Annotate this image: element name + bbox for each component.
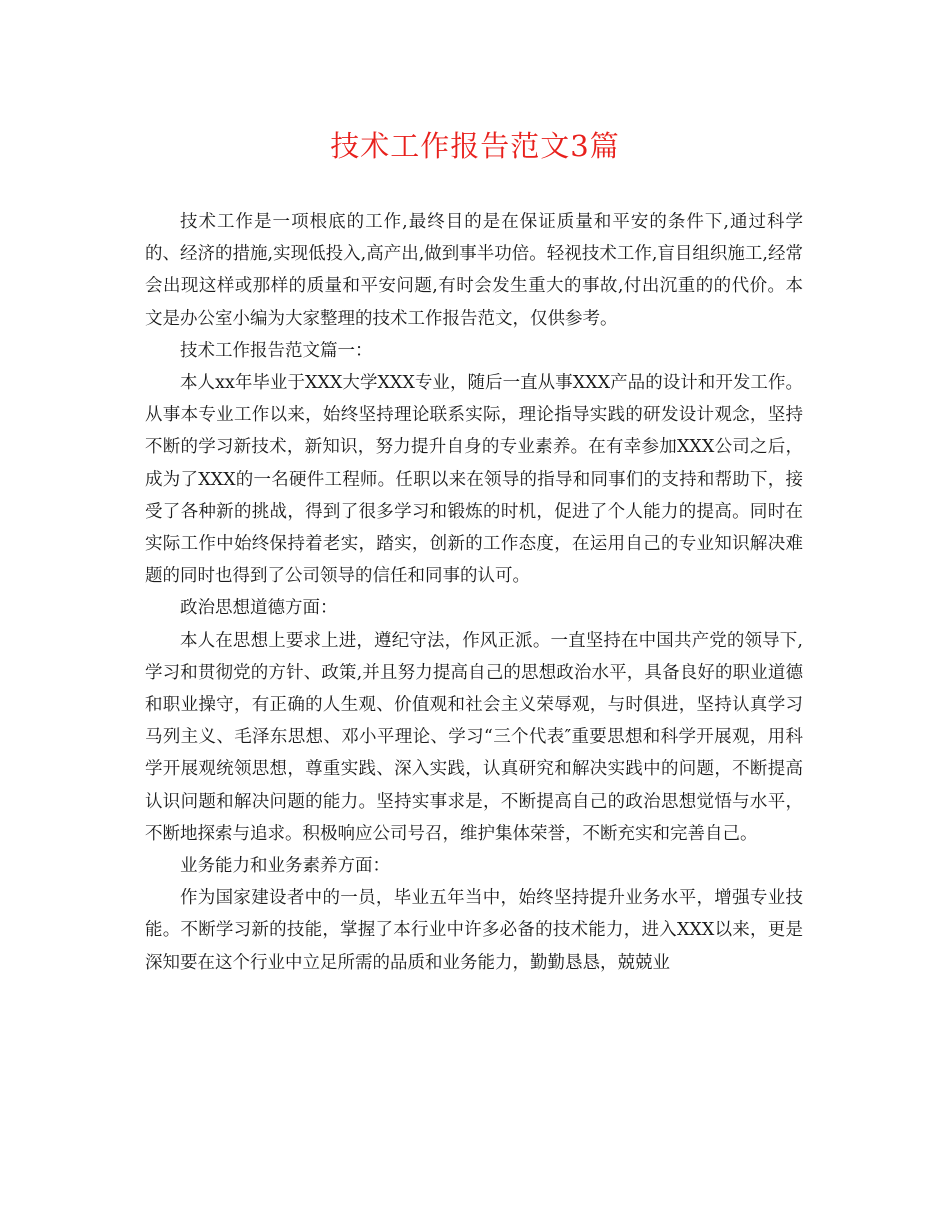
section-heading-sample-one: 技术工作报告范文篇一： [180,340,373,361]
document-title: 技术工作报告范文3篇 [330,129,620,163]
political-paragraph: 本人在思想上要求上进，遵纪守法，作风正派。一直坚持在中国共产党的领导下,学习和贯彻党的方针、政策,并且努力提高自己的思想政治水平，具备良好的职业道德和职业操守，有正确的人生观、价值观和社会主义荣辱观，与时俱进，坚持认真学习马列主义、毛泽东思想、邓小平理论、学习“三个代表″重要思想和科学开展观，用科学开展观统领思想，尊重实践、深入实践，认真研究和解决实践中的问题，不断提高认识问题和解决问题的能力。坚持实事求是，不断提高自己的政治思想觉悟与水平，不断地探索与追求。积极响应公司号召，维护集体荣誉，不断充实和完善自己。 [145,630,803,844]
background-paragraph: 本人xx年毕业于XXX大学XXX专业，随后一直从事XXX产品的设计和开发工作。从事本专业工作以来，始终坚持理论联系实际，理论指导实践的研发设计观念，坚持不断的学习新技术，新知识，努力提升自身的专业素养。在有幸参加XXX公司之后，成为了XXX的一名硬件工程师。任职以来在领导的指导和同事们的支持和帮助下，接受了各种新的挑战，得到了很多学习和锻炼的时机，促进了个人能力的提高。同时在实际工作中始终保持着老实，踏实，创新的工作态度，在运用自己的专业知识解决难题的同时也得到了公司领导的信任和同事的认可。 [145,373,803,587]
document-body [145,206,803,979]
section-heading-business: 业务能力和业务素养方面： [180,856,390,877]
section-heading-political: 政治思想道德方面： [180,598,338,619]
business-paragraph: 作为国家建设者中的一员，毕业五年当中，始终坚持提升业务水平，增强专业技能。不断学习新的技能，掌握了本行业中许多必备的技术能力，进入XXX以来，更是深知要在这个行业中立足所需的品质和业务能力，勤勤恳恳，兢兢业 [145,888,803,973]
intro-paragraph: 技术工作是一项根底的工作,最终目的是在保证质量和平安的条件下,通过科学的、经济的措施,实现低投入,高产出,做到事半功倍。轻视技术工作,盲目组织施工,经常会出现这样或那样的质量和平安问题,有时会发生重大的事故,付出沉重的的代价。本文是办公室小编为大家整理的技术工作报告范文，仅供参考。 [145,212,803,329]
